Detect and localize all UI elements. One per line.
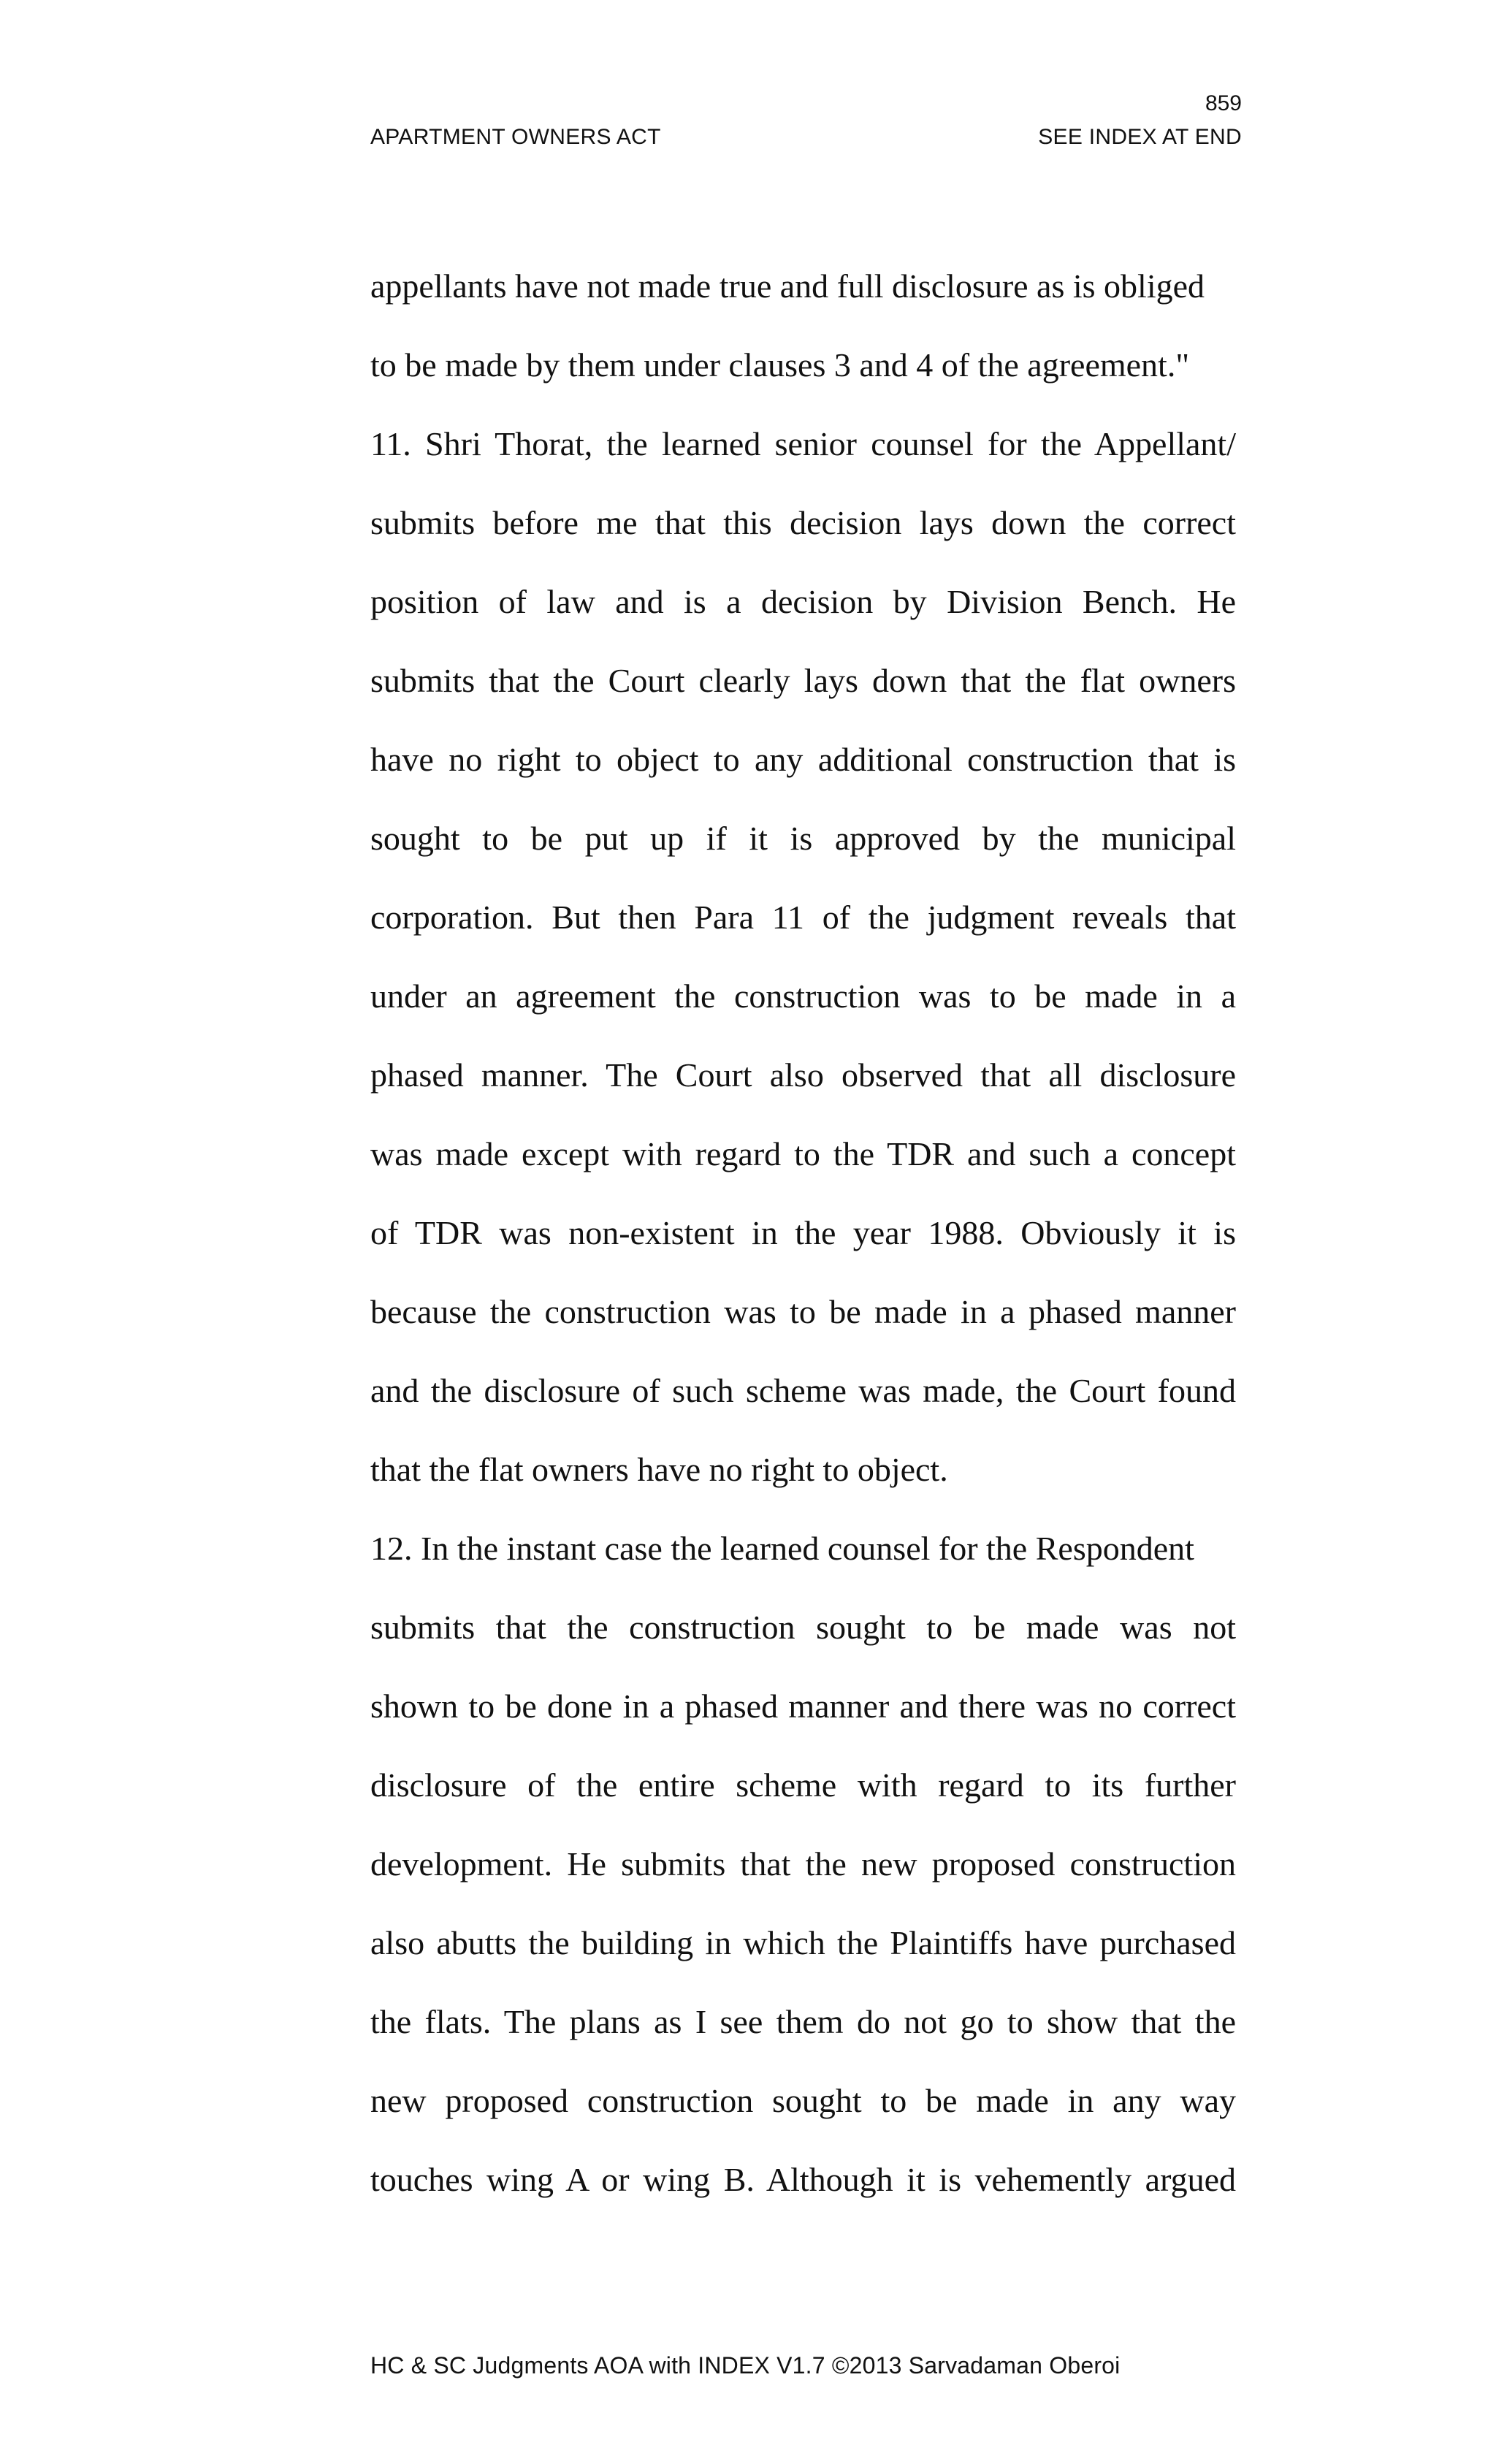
- page-footer: HC & SC Judgments AOA with INDEX V1.7 ©2013 Sarvadaman Oberoi: [370, 2352, 1121, 2379]
- running-header-left: APARTMENT OWNERS ACT: [370, 125, 661, 149]
- text-line: the flats. The plans as I see them do not go to show that the: [370, 2003, 1236, 2040]
- text-line: because the construction was to be made in a phased manner: [370, 1293, 1236, 1330]
- text-line: to be made by them under clauses 3 and 4 of the agreement.": [370, 346, 1190, 384]
- page-number: 859: [1205, 91, 1242, 115]
- paragraph-11-start: 11. Shri Thorat, the learned senior counsel for the Appellant/: [370, 425, 1236, 462]
- judgment-body-text: [370, 257, 1236, 2230]
- text-line: sought to be put up if it is approved by the municipal: [370, 820, 1236, 857]
- text-line: new proposed construction sought to be made in any way: [370, 2082, 1236, 2119]
- text-line: submits that the Court clearly lays down that the flat owners: [370, 662, 1236, 699]
- text-line: was made except with regard to the TDR and such a concept: [370, 1135, 1236, 1172]
- text-line: also abutts the building in which the Plaintiffs have purchased: [370, 1924, 1236, 1961]
- text-line: shown to be done in a phased manner and there was no correct: [370, 1687, 1236, 1725]
- paragraph-12-start: 12. In the instant case the learned counsel for the Respondent: [370, 1530, 1194, 1567]
- text-line: disclosure of the entire scheme with regard to its further: [370, 1766, 1236, 1804]
- text-line: development. He submits that the new proposed construction: [370, 1845, 1236, 1883]
- text-line: that the flat owners have no right to object.: [370, 1451, 948, 1488]
- text-line: position of law and is a decision by Division Bench. He: [370, 583, 1236, 620]
- text-line: of TDR was non-existent in the year 1988. Obviously it is: [370, 1214, 1236, 1251]
- text-line: have no right to object to any additional construction that is: [370, 741, 1236, 778]
- running-header-right: SEE INDEX AT END: [1038, 125, 1242, 149]
- text-line: appellants have not made true and full disclosure as is obliged: [370, 267, 1205, 305]
- text-line: corporation. But then Para 11 of the judgment reveals that: [370, 899, 1236, 936]
- text-line: submits that the construction sought to be made was not: [370, 1609, 1236, 1646]
- text-line: touches wing A or wing B. Although it is vehemently argued: [370, 2161, 1236, 2198]
- text-line: under an agreement the construction was to be made in a: [370, 977, 1236, 1015]
- text-line: and the disclosure of such scheme was made, the Court found: [370, 1372, 1236, 1409]
- text-line: submits before me that this decision lays down the correct: [370, 504, 1236, 541]
- text-line: phased manner. The Court also observed that all disclosure: [370, 1056, 1236, 1094]
